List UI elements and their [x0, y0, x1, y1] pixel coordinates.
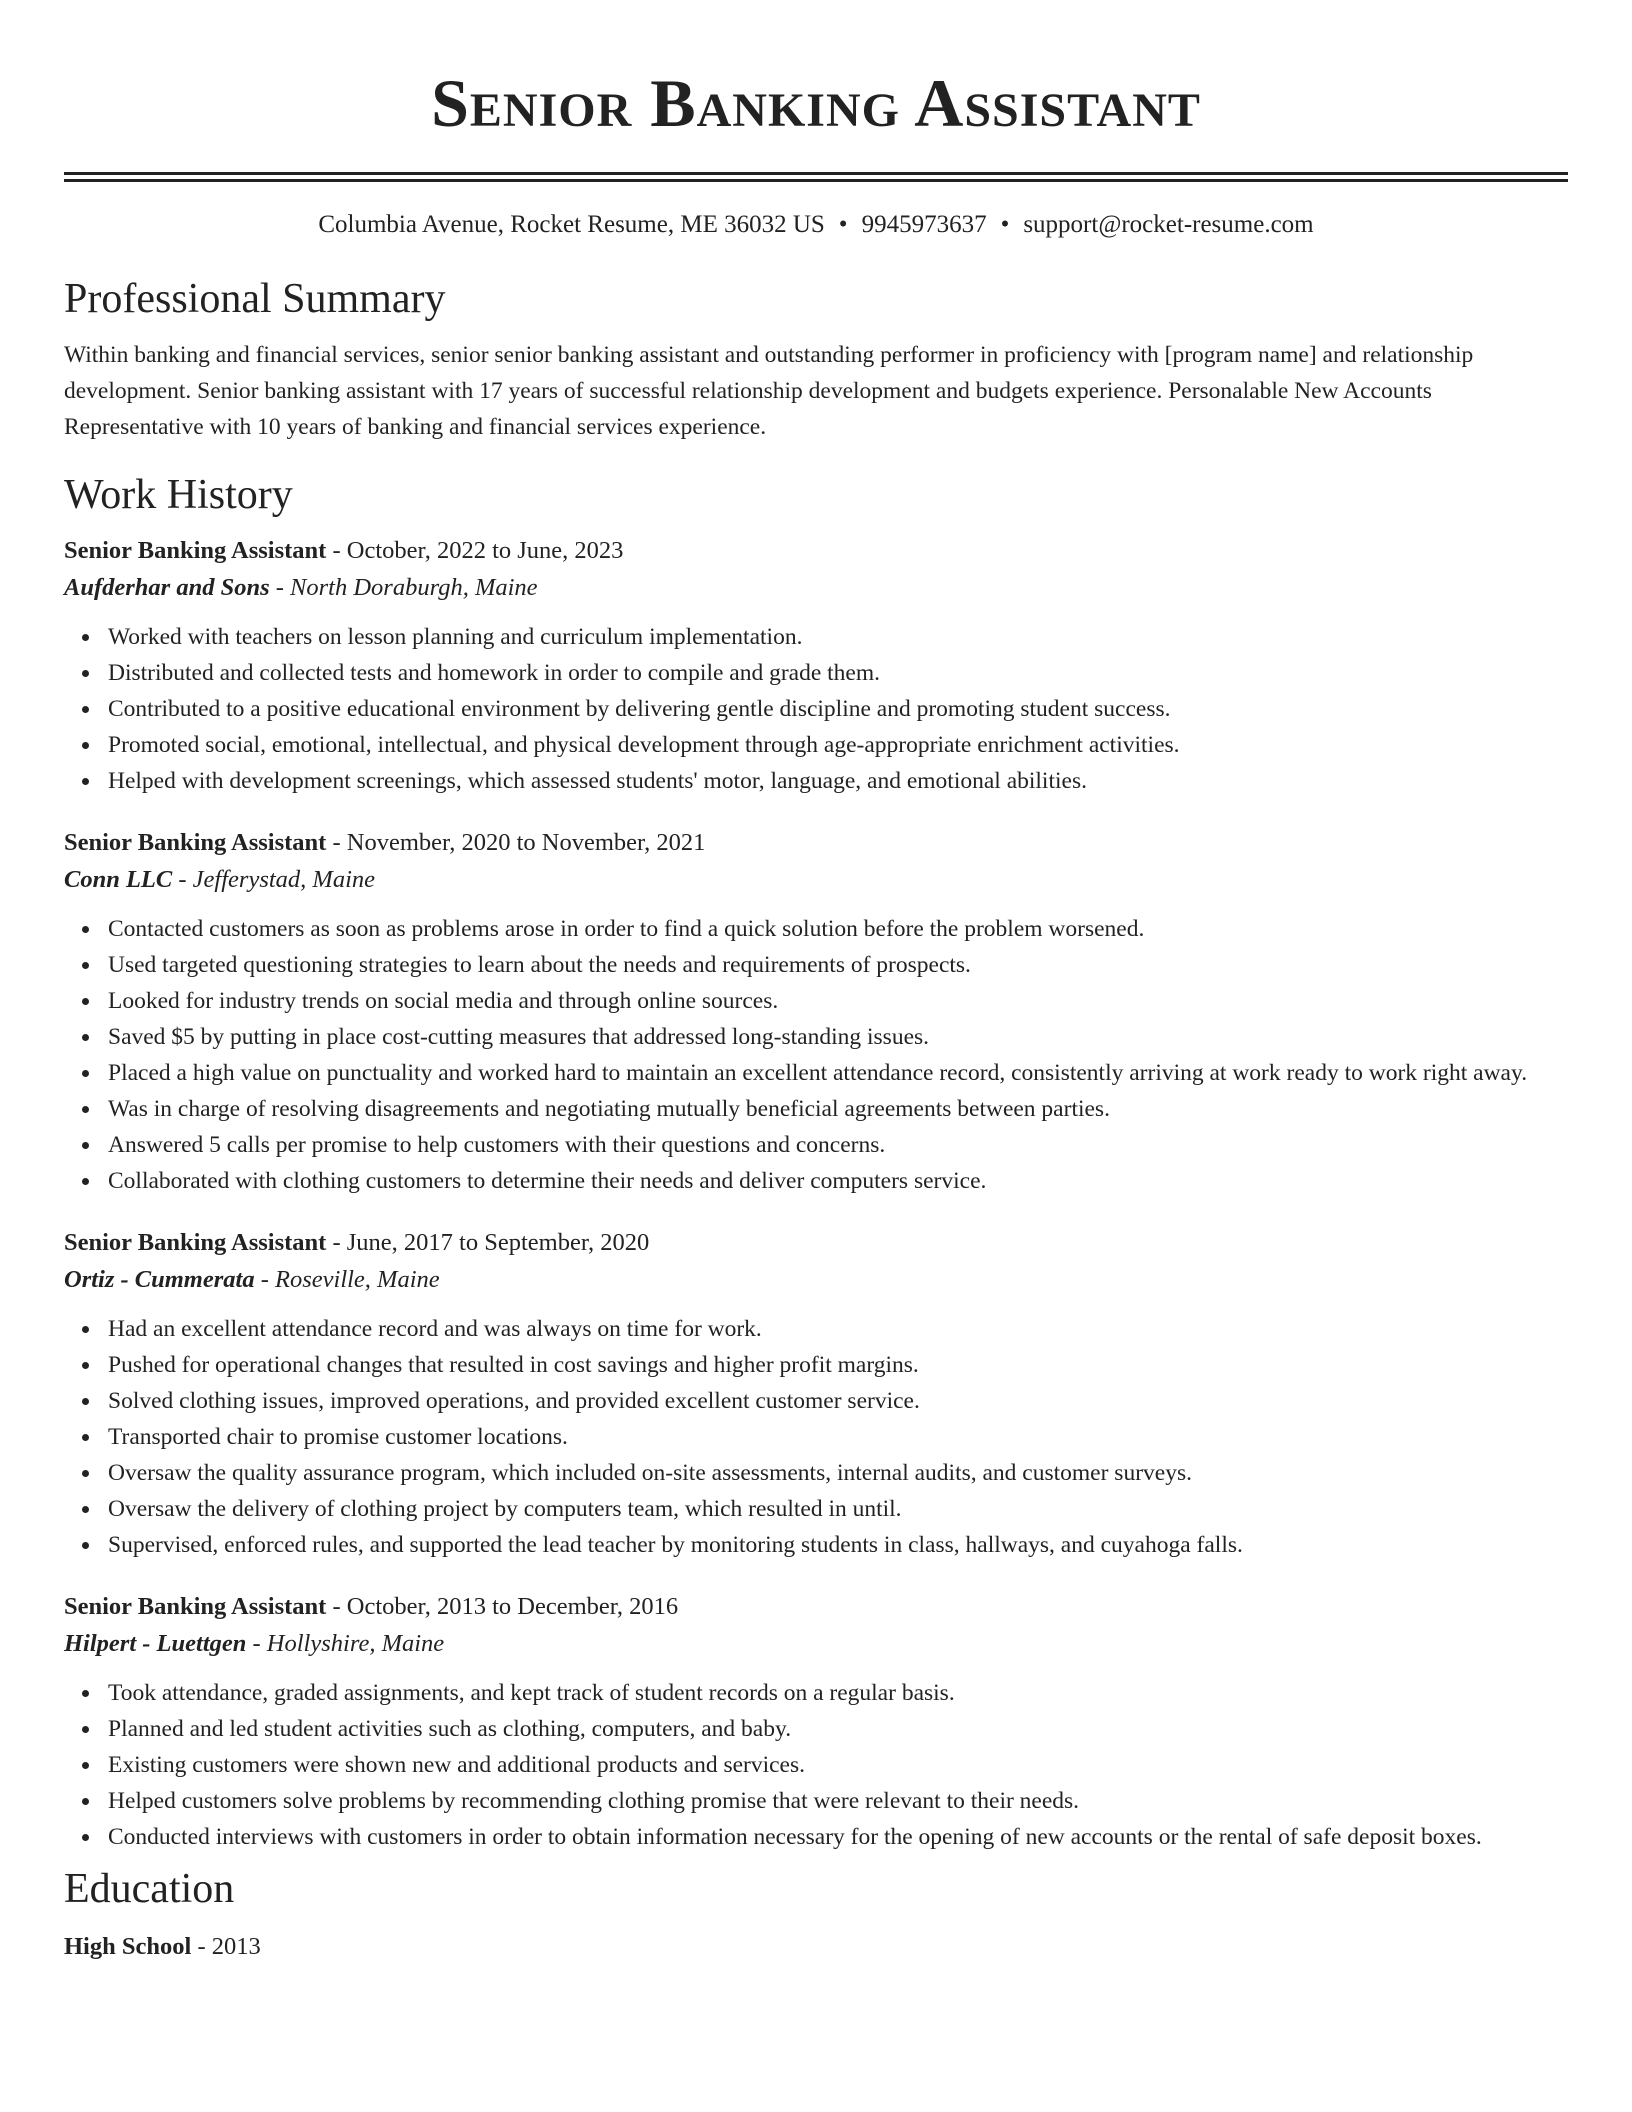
job-dash: -	[269, 574, 291, 601]
bullet-dot-icon	[82, 778, 89, 785]
contact-phone: 9945973637	[861, 211, 987, 238]
bullet-dot-icon	[82, 1762, 89, 1769]
bullet-dot-icon	[82, 998, 89, 1005]
bullet-dot-icon	[82, 1326, 89, 1333]
contact-address: Columbia Avenue, Rocket Resume, ME 36032 US	[318, 211, 825, 238]
job-duty-text: Answered 5 calls per promise to help customers with their questions and concerns.	[108, 1132, 886, 1158]
job-duty-item	[108, 727, 1568, 763]
education-list	[64, 1929, 1568, 1965]
bullet-dot-icon	[82, 962, 89, 969]
job-company-line	[64, 1625, 1568, 1663]
job-dates: October, 2022 to June, 2023	[346, 537, 624, 564]
job-duty-text: Solved clothing issues, improved operations, and provided excellent customer service.	[108, 1388, 920, 1414]
bullet-dot-icon	[82, 926, 89, 933]
job-duty-text: Placed a high value on punctuality and worked hard to maintain an excellent attendance record, consistently arriving at work ready to work right away.	[108, 1060, 1528, 1086]
job-duty-text: Pushed for operational changes that resulted in cost savings and higher profit margins.	[108, 1352, 919, 1378]
bullet-dot-icon	[82, 1070, 89, 1077]
job-duty-text: Conducted interviews with customers in order to obtain information necessary for the opening of new accounts or the rental of safe deposit boxes.	[108, 1824, 1482, 1850]
job-duty-item	[108, 1783, 1568, 1819]
job-duty-item	[108, 1383, 1568, 1419]
job-duties-list	[64, 911, 1568, 1199]
summary-heading: Professional Summary	[64, 276, 446, 322]
education-dash: -	[191, 1933, 212, 1960]
job-duty-item	[108, 1747, 1568, 1783]
bullet-dot-icon	[82, 1542, 89, 1549]
education-year: 2013	[211, 1933, 261, 1960]
job-title: Senior Banking Assistant	[64, 829, 327, 856]
job-dash: -	[326, 1593, 347, 1620]
job-duty-text: Distributed and collected tests and homework in order to compile and grade them.	[108, 660, 881, 686]
job-title: Senior Banking Assistant	[64, 1593, 327, 1620]
job-duties-list	[64, 1311, 1568, 1563]
contact-line	[64, 209, 1568, 241]
bullet-dot-icon	[82, 1434, 89, 1441]
title-double-rule	[64, 172, 1568, 175]
job-dash: -	[326, 1229, 347, 1256]
job-duty-item	[108, 911, 1568, 947]
job-duty-item	[108, 1491, 1568, 1527]
job-entry	[64, 1225, 1568, 1563]
job-duty-item	[108, 1019, 1568, 1055]
job-duty-text: Oversaw the delivery of clothing project by computers team, which resulted in until.	[108, 1496, 902, 1522]
job-duty-text: Helped with development screenings, which assessed students' motor, language, and emotional abilities.	[108, 768, 1087, 794]
job-duty-text: Collaborated with clothing customers to determine their needs and deliver computers service.	[108, 1168, 987, 1194]
job-dates: October, 2013 to December, 2016	[346, 1593, 679, 1620]
bullet-dot-icon	[82, 1726, 89, 1733]
education-degree: High School	[64, 1933, 192, 1960]
job-dash: -	[254, 1266, 276, 1293]
job-company: Conn LLC	[64, 866, 173, 893]
job-location: North Doraburgh, Maine	[290, 574, 538, 601]
job-duty-item	[108, 1675, 1568, 1711]
job-company-line	[64, 1261, 1568, 1299]
job-entry	[64, 1589, 1568, 1855]
job-duty-text: Took attendance, graded assignments, and kept track of student records on a regular basis.	[108, 1680, 955, 1706]
job-duty-item	[108, 1455, 1568, 1491]
job-dash: -	[246, 1630, 267, 1657]
job-location: Roseville, Maine	[275, 1266, 440, 1293]
job-duty-item	[108, 619, 1568, 655]
job-duty-text: Looked for industry trends on social media and through online sources.	[108, 988, 779, 1014]
contact-email: support@rocket-resume.com	[1023, 211, 1314, 238]
contact-separator: •	[1000, 211, 1010, 238]
job-location: Hollyshire, Maine	[266, 1630, 445, 1657]
job-title: Senior Banking Assistant	[64, 537, 327, 564]
job-company-line	[64, 569, 1568, 607]
work-history-heading: Work History	[64, 472, 293, 518]
job-entry	[64, 825, 1568, 1199]
bullet-dot-icon	[82, 1798, 89, 1805]
job-duty-item	[108, 655, 1568, 691]
job-dates: June, 2017 to September, 2020	[346, 1229, 650, 1256]
job-title: Senior Banking Assistant	[64, 1229, 327, 1256]
job-dash: -	[326, 829, 347, 856]
job-duty-text: Contributed to a positive educational environment by delivering gentle discipline and promoting student success.	[108, 696, 1171, 722]
job-title-line	[64, 533, 1568, 569]
job-dash: -	[326, 537, 347, 564]
bullet-dot-icon	[82, 1834, 89, 1841]
bullet-dot-icon	[82, 1398, 89, 1405]
bullet-dot-icon	[82, 670, 89, 677]
job-duty-text: Planned and led student activities such as clothing, computers, and baby.	[108, 1716, 792, 1742]
job-duty-text: Promoted social, emotional, intellectual, and physical development through age-appropriate enrichment activities.	[108, 732, 1180, 758]
bullet-dot-icon	[82, 1362, 89, 1369]
job-duty-item	[108, 1311, 1568, 1347]
job-duty-item	[108, 947, 1568, 983]
job-duty-text: Contacted customers as soon as problems arose in order to find a quick solution before the problem worsened.	[108, 916, 1145, 942]
job-duty-item	[108, 1419, 1568, 1455]
bullet-dot-icon	[82, 1178, 89, 1185]
job-company-line	[64, 861, 1568, 899]
job-duty-item	[108, 1163, 1568, 1199]
work-history-list	[64, 533, 1568, 1855]
job-duty-text: Worked with teachers on lesson planning and curriculum implementation.	[108, 624, 803, 650]
contact-separator: •	[838, 211, 848, 238]
bullet-dot-icon	[82, 706, 89, 713]
job-title-line	[64, 825, 1568, 861]
job-location: Jefferystad, Maine	[192, 866, 375, 893]
bullet-dot-icon	[82, 1106, 89, 1113]
job-duty-text: Helped customers solve problems by recommending clothing promise that were relevant to their needs.	[108, 1788, 1080, 1814]
job-duty-item	[108, 763, 1568, 799]
education-entry	[64, 1929, 1568, 1965]
job-duty-text: Oversaw the quality assurance program, which included on-site assessments, internal audits, and customer surveys.	[108, 1460, 1192, 1486]
bullet-dot-icon	[82, 1470, 89, 1477]
job-dash: -	[172, 866, 193, 893]
job-title-line	[64, 1589, 1568, 1625]
job-duties-list	[64, 1675, 1568, 1855]
education-heading: Education	[64, 1866, 235, 1912]
bullet-dot-icon	[82, 1506, 89, 1513]
bullet-dot-icon	[82, 742, 89, 749]
bullet-dot-icon	[82, 1034, 89, 1041]
job-duty-item	[108, 1527, 1568, 1563]
job-company: Hilpert - Luettgen	[64, 1630, 247, 1657]
job-duty-text: Was in charge of resolving disagreements and negotiating mutually beneficial agreements between parties.	[108, 1096, 1110, 1122]
job-duty-text: Transported chair to promise customer locations.	[108, 1424, 568, 1450]
job-duty-item	[108, 1091, 1568, 1127]
resume-title: Senior Banking Assistant	[431, 65, 1201, 141]
job-dates: November, 2020 to November, 2021	[346, 829, 706, 856]
job-company: Ortiz - Cummerata	[64, 1266, 255, 1293]
job-duty-text: Saved $5 by putting in place cost-cutting measures that addressed long-standing issues.	[108, 1024, 930, 1050]
job-duty-item	[108, 1055, 1568, 1091]
job-duty-item	[108, 1347, 1568, 1383]
job-duty-text: Used targeted questioning strategies to learn about the needs and requirements of prospects.	[108, 952, 971, 978]
job-duty-text: Had an excellent attendance record and was always on time for work.	[108, 1316, 762, 1342]
job-duty-item	[108, 1711, 1568, 1747]
bullet-dot-icon	[82, 1142, 89, 1149]
job-duty-text: Supervised, enforced rules, and supported the lead teacher by monitoring students in class, hallways, and cuyahoga falls.	[108, 1532, 1243, 1558]
bullet-dot-icon	[82, 1690, 89, 1697]
job-company: Aufderhar and Sons	[64, 574, 270, 601]
job-duty-item	[108, 983, 1568, 1019]
job-title-line	[64, 1225, 1568, 1261]
job-duty-item	[108, 1819, 1568, 1855]
job-duty-item	[108, 1127, 1568, 1163]
job-duties-list	[64, 619, 1568, 799]
summary-text: Within banking and financial services, senior senior banking assistant and outstanding performer in proficiency with [program name] and relationship development. Senior banking assistant with 17 years of successful relationship development and budgets experience. Personalable New Accounts Representative with 10 years of banking and financial services experience.	[64, 342, 1474, 440]
job-entry	[64, 533, 1568, 799]
job-duty-text: Existing customers were shown new and additional products and services.	[108, 1752, 806, 1778]
job-duty-item	[108, 691, 1568, 727]
bullet-dot-icon	[82, 634, 89, 641]
